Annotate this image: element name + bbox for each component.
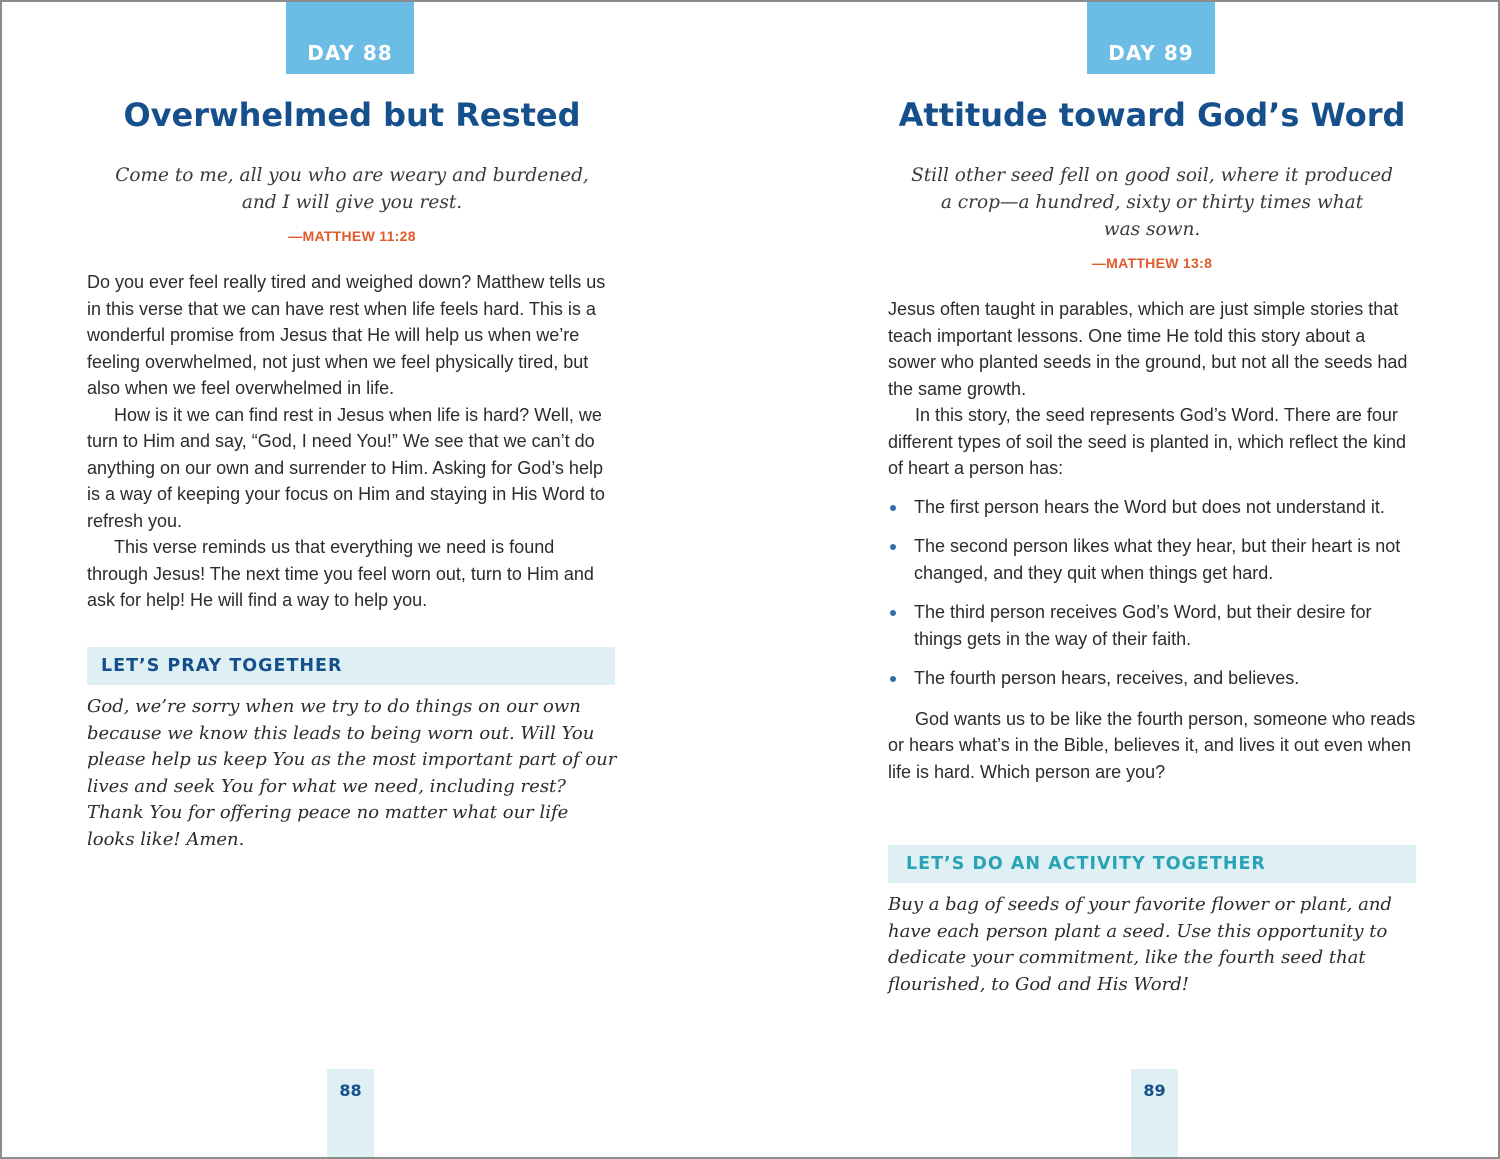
prayer-text: God, we’re sorry when we try to do things on our own because we know this leads to being worn out. Will You please help us keep You as the most important part of our lives and seek You for what we need, including rest? Thank You for offering peace no matter what our life looks like! Amen.	[87, 696, 617, 850]
list-item-text: The first person hears the Word but does not understand it.	[914, 496, 1385, 517]
bullet-icon	[890, 676, 896, 682]
devotional-body	[888, 296, 1418, 785]
bullet-icon	[890, 610, 896, 616]
section-heading-bar	[87, 647, 615, 685]
page-title: Overwhelmed but Rested	[123, 96, 581, 134]
scripture-verse	[887, 162, 1417, 243]
body-paragraph: In this story, the seed represents God’s Word. There are four different types of soil the seed is planted in, which reflect the kind of heart a person has:	[888, 405, 1406, 478]
scripture-verse	[107, 162, 597, 216]
list-item-text: The fourth person hears, receives, and believes.	[914, 668, 1300, 688]
body-paragraph: How is it we can find rest in Jesus when life is hard? Well, we turn to Him and say, “God, I need You!” We see that we can’t do anything on our own and surrender to Him. Asking for God’s help is a way of keeping your focus on Him and staying in His Word to refresh you.	[87, 404, 605, 531]
body-paragraph: God wants us to be like the fourth person, someone who reads or hears what’s in the Bible, believes it, and lives it out even when life is hard. Which person are you?	[888, 708, 1416, 782]
list-item-text: The second person likes what they hear, but their heart is not changed, and they quit when things get hard.	[914, 536, 1401, 583]
section-heading: LET’S DO AN ACTIVITY TOGETHER	[906, 854, 1266, 874]
verse-line: and I will give you rest.	[241, 192, 463, 213]
verse-line: Still other seed fell on good soil, where it produced	[911, 165, 1393, 186]
bullet-icon	[890, 544, 896, 550]
list-item	[888, 494, 1418, 521]
page-number: 89	[1143, 1081, 1166, 1100]
page-number-tab	[327, 1069, 374, 1157]
bullet-icon	[890, 505, 896, 511]
list-item	[888, 665, 1418, 692]
section-heading: LET’S PRAY TOGETHER	[101, 656, 343, 676]
devotional-body	[87, 269, 612, 614]
page-number-tab	[1131, 1069, 1178, 1157]
left-page	[2, 2, 752, 1157]
body-paragraph: Do you ever feel really tired and weighed down? Matthew tells us in this verse that we can have rest when life feels hard. This is a wonderful promise from Jesus that He will help us when we’re feeling overwhelmed, not just when we feel physically tired, but also when we feel overwhelmed in life.	[87, 272, 606, 398]
right-page	[752, 2, 1498, 1157]
list-item	[888, 599, 1418, 652]
verse-line: was sown.	[1103, 219, 1201, 240]
verse-line: Come to me, all you who are weary and burdened,	[115, 165, 589, 186]
activity-text: Buy a bag of seeds of your favorite flower or plant, and have each person plant a seed. Use this opportunity to dedicate your commitment, like the fourth seed that flourished, to God and His Word!	[888, 894, 1392, 995]
day-label-tab: DAY 89	[1087, 2, 1215, 74]
soil-types-list	[888, 494, 1418, 692]
body-paragraph: Jesus often taught in parables, which are just simple stories that teach important lessons. One time He told this story about a sower who planted seeds in the ground, but not all the seeds had the same growth.	[888, 299, 1408, 399]
page-number: 88	[339, 1081, 362, 1100]
scripture-reference: —MATTHEW 11:28	[288, 228, 416, 244]
scripture-reference: —MATTHEW 13:8	[1091, 255, 1213, 271]
list-item-text: The third person receives God’s Word, but their desire for things gets in the way of their faith.	[914, 602, 1372, 649]
page-title: Attitude toward God’s Word	[898, 96, 1406, 134]
day-label-tab: DAY 88	[286, 2, 414, 74]
section-heading-bar	[888, 845, 1416, 883]
body-paragraph: This verse reminds us that everything we need is found through Jesus! The next time you feel worn out, turn to Him and ask for help! He will find a way to help you.	[87, 537, 594, 610]
verse-line: a crop—a hundred, sixty or thirty times what	[940, 192, 1364, 213]
list-item	[888, 533, 1418, 586]
